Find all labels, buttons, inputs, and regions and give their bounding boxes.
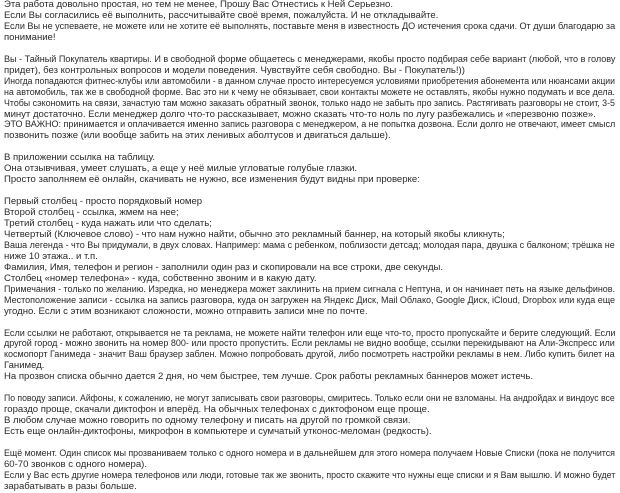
text-line: Ганимед. <box>4 360 45 372</box>
text-line: Иногда попадаются фитнес-клубы или автомобили - в данном случае просто интересуемся условиями приобретения абонемента или нюансами акции <box>4 75 615 87</box>
text-line: минут достаточно. Если менеджер долго что-то рассказывает, можно сказать что-то ноль по лугу разбежались и «перезвоню позже». <box>4 108 596 120</box>
text-line: Просто заполняем её онлайн, скачивать не нужно, все изменения будут видны при проверке: <box>4 174 420 186</box>
text-line: Фамилия, Имя, телефон и регион - заполнили один раз и скопировали на все строки, две секунды. <box>4 261 444 273</box>
text-line: Третий столбец - куда нажать или что сделать; <box>4 218 212 230</box>
text-line: В любом случае можно говорить по одному телефону и писать на другой по громкой связи. <box>4 415 411 427</box>
text-line: Если ссылки не работают, открывается не та реклама, не можете найти телефон или еще что-то, просто пропускайте и берите следующий. Если <box>4 327 616 339</box>
text-line: На прозвон списка обычно дается 2 дня, но чем быстрее, тем лучше. Срок работы рекламных баннеров может истечь. <box>4 371 533 383</box>
text-line: космопорт Ганимеда - значит Ваш браузер заблен. Можно попробовать другой, либо посмотреть настройки рекламы в нем. Либо купить билет на <box>4 349 615 361</box>
text-line: Если Вы согласились её выполнить, рассчитывайте своё время, пожалуйста. И не откладывайте. <box>4 9 439 21</box>
role-paragraph <box>4 55 616 143</box>
text-line: позвонить позже (или вообще забить на этих ленивых аболтусов и двигаться дальше). <box>4 130 391 142</box>
text-line: зарабатывать в разы больше. <box>4 480 137 492</box>
important-note-line: ЭТО ВАЖНО: принимается и оплачивается именно запись разговора с менеджером, а не попытка дозвона. Если долго не отвечают, имеет смысл <box>4 119 616 131</box>
text-line: Второй столбец - ссылка, жмем на нее; <box>4 207 179 219</box>
text-line: гораздо проще, скачали диктофон и вперёд. На обычных телефонах с диктофоном еще проще. <box>4 404 430 416</box>
text-line: придет), без контрольных вопросов и модели поведения. Чувствуйте себя свободно. Вы - Покупатель!)) <box>4 64 465 76</box>
text-line: Есть еще онлайн-диктофоны, микрофон в компьютере и сумчатый утконос-меломан (редкость). <box>4 426 432 438</box>
text-line: В приложении ссылка на таблицу. <box>4 152 155 164</box>
text-line: 60-70 звонков с одного номера). <box>4 458 147 470</box>
text-line: Местоположение записи - ссылка на запись разговора, куда он загружен на Яндекс Диск, Mail Облако, Google Диск, iCloud, Dropbox или куда еще <box>4 294 616 306</box>
text-line: Эта работа довольно простая, но тем не менее, Прошу Вас Отнестись к Ней Серьезно. <box>4 0 393 10</box>
text-line: Она отзывчивая, умеет слушать, а еще у неё милые угловатые голубые глазки. <box>4 163 358 175</box>
text-line: Чтобы сэкономить на связи, зачастую там можно заказать обратный звонок, только надо не забыть про запись. Растягивать разговоры не стоит, 3-5 <box>4 97 615 109</box>
text-line: Первый столбец - просто порядковый номер <box>4 196 203 208</box>
text-line: Если Вы не успеваете, не можете или не хотите её выполнять, поставьте меня в известность ДО истечения срока сдачи. От души благодарю за <box>4 20 616 32</box>
text-line: ниже 10 этажа.. и т.п. <box>4 250 98 262</box>
text-line: Примечания - только по желанию. Изредка, но менеджера может заклинить на прием сигнала с Нептуна, и он начинает петь на языке дельфинов. <box>4 283 615 295</box>
text-line: Вы - Тайный Покупатель квартиры. И в свободной форме общаетесь с менеджерами, якобы просто подбирая себе вариант (любой, что в голову <box>4 53 616 65</box>
text-line: По поводу записи. Айфоны, к сожалению, не могут записывать свои разговоры, смиритесь. Только если они не взломаны. На андройдах и виндоус все <box>4 393 615 405</box>
text-line: другой город - можно звонить на номер 800- или просто пропустить. Если рекламы не видно вообще, ссылки перекидывают на Али-Экспресс или <box>4 338 615 350</box>
text-line: на автомобиль, так же в свободной форме. Вас это ни к чему не обязывает, свои контакты можете не оставлять, якобы нужно подумать и все дела. <box>4 86 616 98</box>
table-intro-paragraph <box>4 153 616 186</box>
text-line: Ещё момент. Один список мы прозваниваем только с одного номера и в дальнейшем для этого номера получаем Новые Списки (пока не получится <box>4 447 615 459</box>
text-line: Ваша легенда - что Вы придумали, в двух словах. Например: мама с ребенком, поблизости детсад; молодая пара, двушка с балконом; трёшка не <box>4 239 615 251</box>
troubleshooting-paragraph <box>4 329 616 384</box>
text-line: Если у Вас есть другие номера телефонов или люди, готовые так же звонить, просто скажите что нужны еще списки и я Вам вышлю. И можно будет <box>4 469 616 481</box>
text-line: угодно. Если с этим возникают сложности, можно отправить записи мне по почте. <box>4 305 368 317</box>
instruction-document <box>4 0 616 493</box>
text-line: Столбец «номер телефона» - куда, собственно звоним и в какую дату. <box>4 272 317 284</box>
recording-paragraph <box>4 394 616 438</box>
text-line: Четвертый (Ключевое слово) - что нам нужно найти, обычно это рекламный баннер, на который якобы кликнуть; <box>4 228 505 240</box>
columns-description-paragraph <box>4 197 616 317</box>
intro-paragraph <box>4 0 616 44</box>
lists-paragraph <box>4 449 616 493</box>
text-line: понимание! <box>4 31 56 43</box>
